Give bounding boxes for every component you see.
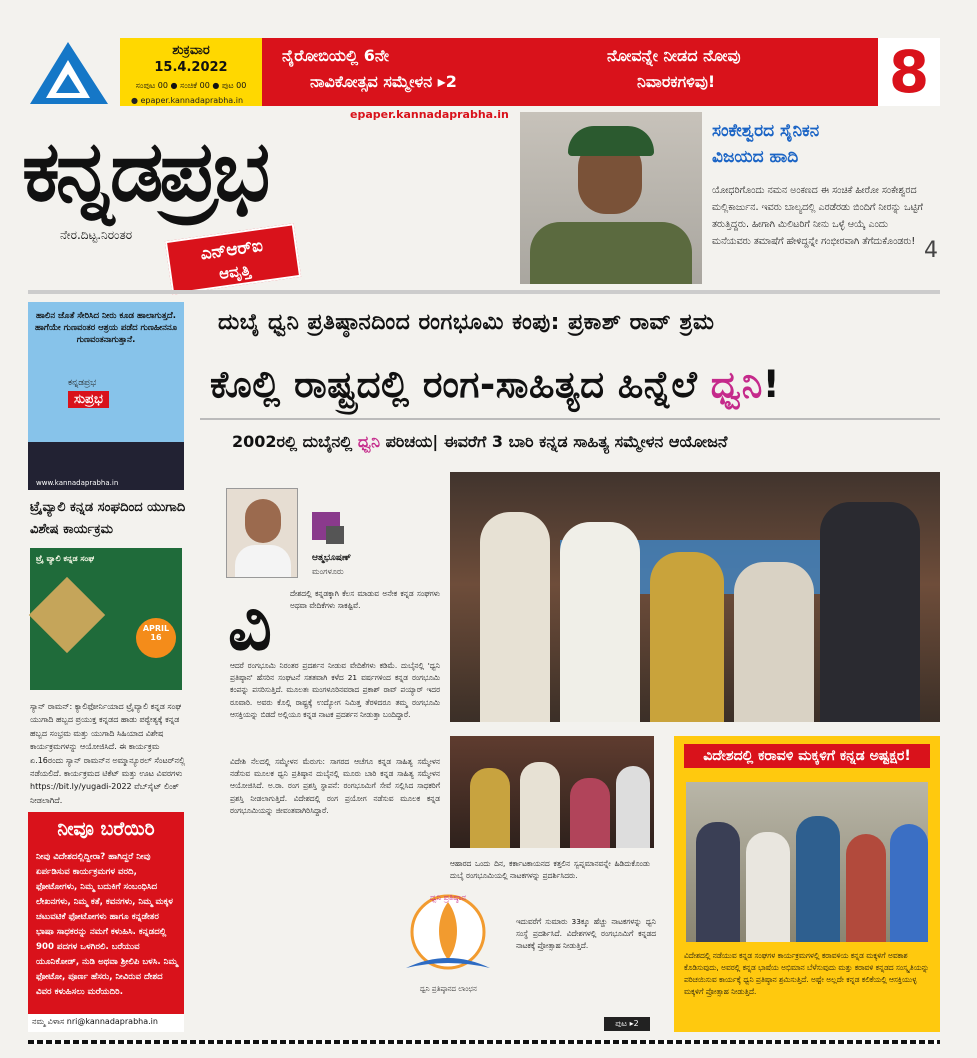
- trivalley-heading[interactable]: ಟ್ರೈವ್ಯಾಲಿ ಕನ್ನಡ ಸಂಘದಿಂದ ಯುಗಾದಿ ವಿಶೇಷ ಕಾರ್ಯಕ್ರಮ: [30, 500, 186, 537]
- day: ಶುಕ್ರವಾರ: [172, 43, 210, 58]
- story-kicker: ದುಬೈ ಧ್ವನಿ ಪ್ರತಿಷ್ಠಾನದಿಂದ ರಂಗಭೂಮಿ ಕಂಪು: ಪ್ರಕಾಶ್ ರಾವ್ ಶ್ರಮ: [218, 310, 715, 335]
- story-para-3: ವಿದೇಶಿ ನೆಲದಲ್ಲಿ ಸಮ್ಮೇಳನ ಮೆರುಗು: ಸಾಗರದ ಆಚೆಗೂ ಕನ್ನಡ ಸಾಹಿತ್ಯ ಸಮ್ಮೇಳನ ನಡೆಸುವ ಮೂಲಕ ಧ್ವನಿ ಪ್ರತಿಷ್ಠಾನ ದುಬೈನಲ್ಲಿ ಮೂರು ಬಾರಿ ಕನ್ನಡ ಸಾಹಿತ್ಯ ಸಮ್ಮೇಳನ ಆಯೋಜಿಸಿದೆ. ಅ.ರಾ. ರಂಗ ಪ್ರಶಸ್ತಿ ಸ್ಥಾಪನೆ: ರಂಗಭೂಮಿಗೆ ಸೇವೆ ಸಲ್ಲಿಸಿದ ಸಾಧಕರಿಗೆ ಪ್ರಶಸ್ತಿ ನೀಡಲಾಗುತ್ತಿದೆ. ವಿದೇಶದಲ್ಲಿ ರಂಗ ಪ್ರಯೋಗ ನಡೆಸುವ ಮೂಲಕ ಕನ್ನಡ ರಂಗಭೂಮಿಯನ್ನು ಜೀವಂತವಾಗಿರಿಸಿದ್ದಾರೆ.: [230, 757, 440, 815]
- suprabha-brand: [68, 378, 158, 422]
- nri-edition-badge: [165, 223, 301, 295]
- date: 15.4.2022: [154, 60, 228, 75]
- author-name: ಆತ್ಮಭೂಷಣ್: [312, 553, 352, 563]
- headline-part1: ಕೊಲ್ಲಿ ರಾಷ್ಟ್ರದಲ್ಲಿ ರಂಗ-ಸಾಹಿತ್ಯದ ಹಿನ್ನೆಲೆ: [210, 363, 711, 406]
- author-logo-square: [326, 526, 344, 544]
- subhead-part3: ಪರಿಚಯ| ಈವರೆಗೆ 3 ಬಾರಿ ಕನ್ನಡ ಸಾಹಿತ್ಯ ಸಮ್ಮೇಳನ ಆಯೋಜನೆ: [380, 432, 728, 451]
- story-para-2: ಆದರೆ ರಂಗಭೂಮಿ ನಿರಂತರ ಪ್ರದರ್ಶನ ನೀಡುವ ವೇದಿಕೆಗಳು ಕಡಿಮೆ. ದುಬೈನಲ್ಲಿ 'ಧ್ವನಿ ಪ್ರತಿಷ್ಠಾನ' ಹೆಸರಿನ ಸಂಘಟನೆ ಸತತವಾಗಿ ಕಳೆದ 21 ವರ್ಷಗಳಿಂದ ಕನ್ನಡ ರಂಗಭೂಮಿ ಕಂಪನ್ನು ಪಸರಿಸುತ್ತಿದೆ. ಮೂಲತಃ ಮಂಗಳೂರಿನವರಾದ ಪ್ರಕಾಶ್ ರಾವ್ ಪಯ್ಯಾರ್ ಇದರ ರೂವಾರಿ. ಅವರು ಕೊಲ್ಲಿ ರಾಷ್ಟ್ರಕ್ಕೆ ಉದ್ಯೋಗ ನಿಮಿತ್ತ ತೆರಳಿದರೂ ತಮ್ಮ ರಂಗಭೂಮಿ ಆಸಕ್ತಿಯನ್ನು ಬಿಡದೆ ಅಲ್ಲಿಯೂ ಕನ್ನಡ ನಾಟಕ ಪ್ರದರ್ಶನ ನೀಡುತ್ತಾ ಬಂದಿದ್ದಾರೆ.: [230, 661, 440, 719]
- suprabha-brand-name: ಕನ್ನಡಪ್ರಭ: [68, 378, 97, 388]
- tagline: ನೇರ.ದಿಟ್ಟ.ನಿರಂತರ: [60, 228, 133, 242]
- ugadi-date-badge: APRIL 16: [136, 618, 176, 658]
- story-headline[interactable]: [210, 354, 940, 416]
- teaser-page-number: 8: [878, 38, 940, 106]
- soldier-story-text: ಯೋಧರಿಗೊಂದು ನಮನ ಅಂಕಣದ ಈ ಸಂಚಿಕೆ ಹೀರೋ ಸಂಕೇಶ್ವರದ ಮಲ್ಲಿಕಾರ್ಜುನ. ಇವರು ಬಾಲ್ಯದಲ್ಲಿ ಎರಡೆರಡು ಬಿಂದಿಗೆ ನೀರನ್ನು ಒಟ್ಟಿಗೆ ತರುತ್ತಿದ್ದರು. ಹೀಗಾಗಿ ಮಿಲಿಟರಿಗೆ ನೀನು ಒಳ್ಳೆ ಆಯ್ಕೆ ಎಂದು ಮನೆಯವರು ತಮಾಷೆಗೆ ಹೇಳಿದ್ದನ್ನೇ ಗಂಭೀರವಾಗಿ ತೆಗೆದುಕೊಂಡರು!: [712, 185, 923, 247]
- main-story-photo: [450, 472, 940, 722]
- story-para-1: ದೇಶದಲ್ಲಿ ಕನ್ನಡಕ್ಕಾಗಿ ಕೆಲಸ ಮಾಡುವ ಅನೇಕ ಕನ್ನಡ ಸಂಘಗಳು ಅಥವಾ ವೇದಿಕೆಗಳು ಸಾಕಷ್ಟಿವೆ.: [290, 589, 440, 611]
- divider: [28, 290, 940, 294]
- headline-accent: ಧ್ವನಿ: [710, 363, 763, 406]
- drop-cap: ವಿ: [228, 587, 272, 666]
- teaser-nairobi[interactable]: [262, 38, 597, 106]
- edition-label: ಎನ್‌ಆರ್‌ಐ: [199, 235, 265, 265]
- soldier-photo: [520, 112, 702, 284]
- headline-part3: !: [762, 363, 781, 406]
- suprabha-ad[interactable]: [28, 302, 184, 490]
- ugadi-poster: [30, 548, 182, 690]
- teaser-line1: ನೋವನ್ನೇ ನೀಡದ ನೋವು: [607, 46, 741, 65]
- continued-page-ref[interactable]: ಪುಟ ▸2: [604, 1017, 650, 1031]
- coastal-kids-photo: [686, 782, 928, 942]
- coastal-kids-box: [674, 736, 940, 1032]
- coastal-kids-heading[interactable]: ವಿದೇಶದಲ್ಲಿ ಕರಾವಳಿ ಮಕ್ಕಳಿಗೆ ಕನ್ನಡ ಅಷ್ಟಕ್ಷರ!: [684, 744, 930, 768]
- soldier-title-line2: ವಿಜಯದ ಹಾದಿ: [712, 147, 799, 167]
- suprabha-url[interactable]: www.kannadaprabha.in: [36, 479, 119, 487]
- emblem-caption: ಧ್ವನಿ ಪ್ರತಿಷ್ಠಾನ: [429, 893, 467, 902]
- soldier-title-line1: ಸಂಕೇಶ್ವರದ ಸೈನಿಕನ: [712, 121, 820, 141]
- divider: [200, 418, 940, 420]
- subhead-accent: ಧ್ವನಿ: [357, 432, 380, 451]
- author-photo: [226, 488, 298, 578]
- soldier-story-title[interactable]: [712, 118, 922, 170]
- emblem-subcaption: ಧ್ವನಿ ಪ್ರತಿಷ್ಠಾನದ ಲಾಂಛನ: [420, 985, 477, 993]
- write-to-us-heading: ನೀವೂ ಬರೆಯಿರಿ: [57, 818, 155, 840]
- second-photo: [450, 736, 654, 848]
- write-to-us-box: [28, 812, 184, 1014]
- contact-email[interactable]: ನಮ್ಮ ವಿಳಾಸ nri@kannadaprabha.in: [28, 1014, 184, 1032]
- teaser-line2: ನಾವಿಕೋತ್ಸವ ಸಮ್ಮೇಳನ ▸2: [310, 72, 457, 91]
- write-to-us-body: ನೀವು ವಿದೇಶದಲ್ಲಿದ್ದೀರಾ? ಹಾಗಿದ್ದರೆ ನೀವು ಏರ್ಪಡಿಸುವ ಕಾರ್ಯಕ್ರಮಗಳ ವರದಿ, ಫೋಟೋಗಳು, ನಿಮ್ಮ ಬದುಕಿಗೆ ಸಂಬಂಧಿಸಿದ ಲೇಖನಗಳು, ನಿಮ್ಮ ಕತೆ, ಕವನಗಳು, ನಿಮ್ಮ ಮಕ್ಕಳ ಚಟುವಟಿಕೆ ಫೋಟೋಗಳು ಹಾಗೂ ಕನ್ನಡೇತರ ಭಾಷಾ ಸಾಧಕರನ್ನು ನಮಗೆ ಕಳುಹಿಸಿ. ಕನ್ನಡದಲ್ಲಿ 900 ಪದಗಳ ಒಳಗಿರಲಿ. ಬರೆಯುವ ಯೂನಿಕೋಡ್, ನುಡಿ ಅಥವಾ ಶ್ರೀಲಿಪಿ ಬಳಸಿ. ನಿಮ್ಮ ಫೋಟೋ, ಪೂರ್ಣ ಹೆಸರು, ನೀವಿರುವ ದೇಶದ ವಿವರ ಕಳುಹಿಸಲು ಮರೆಯದಿರಿ.: [36, 852, 178, 997]
- suprabha-quote: ಹಾಲಿನ ಜೊತೆ ಸೇರಿಸಿದ ನೀರು ಕೂಡ ಹಾಲಾಗುತ್ತದೆ. ಹಾಗೆಯೇ ಗುಣವಂತರ ಆಶ್ರಯ ಪಡೆದ ಗುಣಹೀನನೂ ಗುಣವಂತನಾಗುತ್ತಾನೆ.: [34, 311, 178, 345]
- teaser-line1: ನೈರೋಬಿಯಲ್ಲಿ 6ನೇ: [282, 46, 389, 65]
- volume-info: ಸಂಪುಟ 00 ● ಸಂಚಿಕೆ 00 ● ಪುಟ 00: [135, 81, 247, 90]
- newspaper-title: ಕನ್ನಡಪ್ರಭ: [22, 121, 267, 220]
- footer-rule: [28, 1040, 940, 1044]
- soldier-page-ref[interactable]: 4: [924, 238, 938, 263]
- coastal-kids-text: ವಿದೇಶದಲ್ಲಿ ನಡೆಯುವ ಕನ್ನಡ ಸಂಘಗಳ ಕಾರ್ಯಕ್ರಮಗಳಲ್ಲಿ ಕರಾವಳಿಯ ಕನ್ನಡ ಮಕ್ಕಳಿಗೆ ಅವಕಾಶ ಕೊಡಿಸುವುದು, ಅವರಲ್ಲಿ ಕನ್ನಡ ಭಾಷೆಯ ಅಭಿಮಾನ ಬೆಳೆಸುವುದು ಮತ್ತು ಕರಾವಳಿ ಕನ್ನಡದ ಸಂಸ್ಕೃತಿಯನ್ನು ಪರಿಚಯಿಸುವ ಕಾರ್ಯಕ್ಕೆ ಧ್ವನಿ ಪ್ರತಿಷ್ಠಾನ ಶ್ರಮಿಸುತ್ತಿದೆ. ಅಷ್ಟೇ ಅಲ್ಲದೇ ಕನ್ನಡ ಕಲಿಕೆಯಲ್ಲಿ ಆಸಕ್ತಿಯುಳ್ಳ ಮಕ್ಕಳಿಗೆ ಪ್ರೋತ್ಸಾಹ ನೀಡುತ್ತಿದೆ.: [684, 951, 930, 996]
- story-para-5: ಇದುವರೆಗೆ ಸುಮಾರು 33ಕ್ಕೂ ಹೆಚ್ಚು ನಾಟಕಗಳನ್ನು ಧ್ವನಿ ಸಂಸ್ಥೆ ಪ್ರದರ್ಶಿಸಿದೆ. ವಿದೇಶಗಳಲ್ಲಿ ರಂಗಭೂಮಿಗೆ ಕನ್ನಡದ ನಾಟಕಕ್ಕೆ ಪ್ರೋತ್ಸಾಹ ನೀಡುತ್ತಿದೆ.: [516, 917, 656, 951]
- ugadi-poster-title: ಟ್ರೈ ವ್ಯಾಲಿ ಕನ್ನಡ ಸಂಘ: [36, 554, 95, 563]
- dhwani-emblem-icon: [386, 888, 510, 984]
- subhead-part1: 2002ರಲ್ಲಿ ದುಬೈನಲ್ಲಿ: [232, 432, 358, 451]
- author-place: ಮಂಗಳೂರು: [312, 567, 344, 576]
- teaser-line2: ನಿವಾರಕಗಳಿವು!: [637, 72, 716, 91]
- suprabha-brand-sub: ಸುಪ್ರಭ: [68, 391, 109, 408]
- epaper-link[interactable]: epaper.kannadaprabha.in: [350, 108, 509, 121]
- trivalley-body: ಸ್ಯಾನ್ ರಾಮನ್: ಕ್ಯಾಲಿಫೋರ್ನಿಯಾದ ಟ್ರೈವ್ಯಾಲಿ ಕನ್ನಡ ಸಂಘ ಯುಗಾದಿ ಹಬ್ಬದ ಪ್ರಯುಕ್ತ ಕನ್ನಡದ ಹಾಡು ಪಠ್ಯೇತ್ಯಕ್ಕೆ ಕನ್ನಡ ಹಬ್ಬದ ಸಂಭ್ರಮ ಮತ್ತು ಯುಗಾದಿ ಸಿಹಿಯಾದ ವಿಶೇಷ ಕಾರ್ಯಕ್ರಮಗಳನ್ನು ಆಯೋಜಿಸಿದೆ. ಈ ಕಾರ್ಯಕ್ರಮ ಏ.16ರಂದು ಸ್ಯಾನ್ ರಾಮನ್‌ನ ಅಮ್ಮಾನ್ಯೂರಲ್ ಸೆಂಟರ್‌ನಲ್ಲಿ ನಡೆಯಲಿದೆ. ಕಾರ್ಯಕ್ರಮದ ಟಿಕೆಟ್ ಮತ್ತು ಊಟ ವಿವರಗಳು https://bit.ly/yugadi-2022 ವೆಬ್‌ಸೈಟ್ ಲಿಂಕ್ ನೀಡಲಾಗಿದೆ.: [30, 702, 186, 805]
- ugadi-pattern-icon: [29, 577, 105, 653]
- teaser-painkillers[interactable]: [597, 38, 940, 106]
- epaper-link-small[interactable]: ● epaper.kannadaprabha.in: [130, 96, 244, 105]
- story-para-4: ಆಹಾರದ ಒಂದು ದಿನ, ಕರ್ಕಾಟಕಾಯನದ ಕತ್ತಲಿನ ಸ್ವಪ್ನಮಾನವನ್ನೇ ಹಿಡಿದುಕೊಂಡು ದುಬೈ ರಂಗಭೂಮಿಯಲ್ಲಿ ನಾಟಕಗಳನ್ನು ಪ್ರದರ್ಶಿಸಿದರು.: [450, 859, 650, 881]
- kannadaprabha-logo-icon: [28, 38, 110, 106]
- edition-sub: ಆವೃತ್ತಿ: [217, 260, 252, 283]
- story-subhead: [232, 426, 938, 458]
